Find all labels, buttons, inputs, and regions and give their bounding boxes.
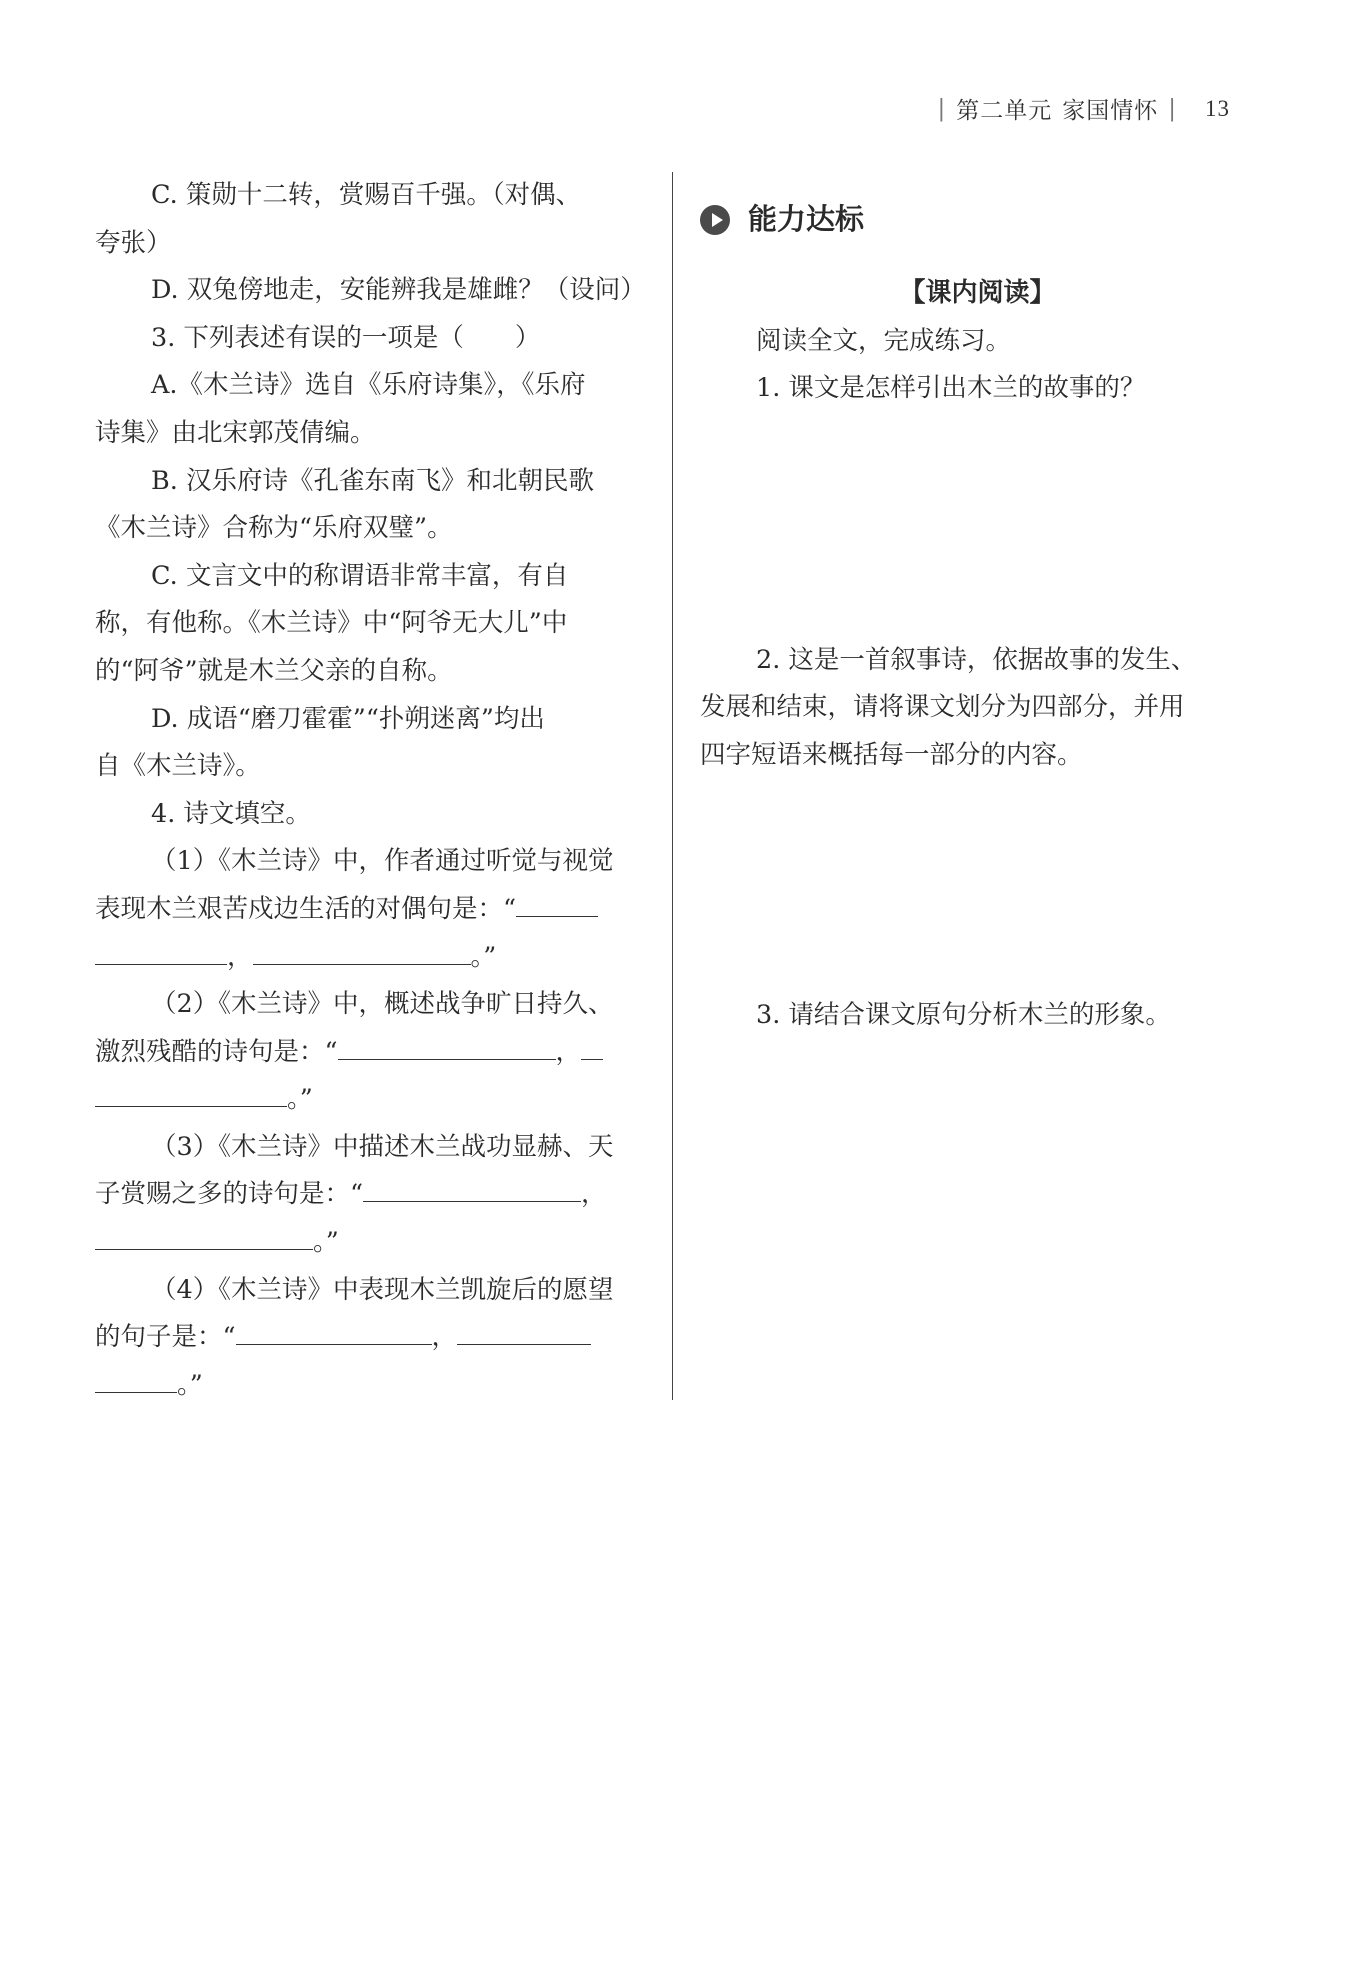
q4-3-line3 [95,1219,643,1267]
question-3: 3. 请结合课文原句分析木兰的形象。 [756,999,1171,1030]
q4-4-line3 [95,1362,643,1410]
question-4-stem: 4. 诗文填空。 [151,798,311,829]
answer-blank[interactable] [516,886,598,917]
comma: ， [431,1322,458,1353]
answer-blank[interactable] [253,934,471,965]
question-2-line1: 2. 这是一首叙事诗，依据故事的发生、 [756,644,1197,675]
q4-2-line1: （2）《木兰诗》中，概述战争旷日持久、 [151,989,614,1020]
answer-blank[interactable] [457,1314,591,1345]
sub-heading: 【课内阅读】 [899,278,1056,308]
section-title: 能力达标 [748,202,865,237]
q3-option-b-line1: B. 汉乐府诗《孔雀东南飞》和北朝民歌 [151,465,594,496]
q3-option-b-line2: 《木兰诗》合称为“乐府双璧”。 [95,513,453,544]
header-theme: 家国情怀 [1062,98,1159,124]
q4-2-line3 [95,1076,643,1124]
option-d: D. 双兔傍地走，安能辨我是雄雌？（设问） [151,275,646,306]
q3-option-c-line2: 称，有他称。《木兰诗》中“阿爷无大儿”中 [95,608,568,639]
q3-option-a-line2: 诗集》由北宋郭茂倩编。 [95,417,376,448]
question-1: 1. 课文是怎样引出木兰的故事的？ [756,373,1146,404]
q3-option-d-line1: D. 成语“磨刀霍霍”“扑朔迷离”均出 [151,703,545,734]
close-quote: 。” [287,1084,313,1115]
answer-blank[interactable] [236,1314,432,1345]
q4-2-line2 [95,1029,643,1077]
q4-1-prompt: 表现木兰艰苦戍边生活的对偶句是：“ [95,893,517,924]
comma: ， [581,1179,607,1210]
left-column [95,172,646,1409]
page-number: 13 [1205,95,1230,121]
q4-2-prompt: 激烈残酷的诗句是：“ [95,1036,338,1067]
answer-blank[interactable] [95,1362,177,1393]
q4-3-prompt: 子赏赐之多的诗句是：“ [95,1179,364,1210]
q4-4-line1: （4）《木兰诗》中表现木兰凯旋后的愿望 [151,1274,614,1305]
q4-1-line1: （1）《木兰诗》中，作者通过听觉与视觉 [151,846,614,877]
option-c-line1: C. 策勋十二转，赏赐百千强。（对偶、 [151,180,582,210]
q4-4-line2 [95,1314,643,1362]
header-unit: 第二单元 [956,98,1053,124]
q4-3-line1: （3）《木兰诗》中描述木兰战功显赫、天 [151,1131,614,1162]
section-heading [700,190,1255,250]
q4-1-line3 [95,934,643,982]
q4-3-line2 [95,1171,643,1219]
question-3-stem: 3. 下列表述有误的一项是（ ） [151,322,541,353]
q3-option-d-line2: 自《木兰诗》。 [95,751,261,782]
header-divider: | [937,95,947,122]
comma: ， [227,941,253,972]
answer-blank[interactable] [95,1219,313,1250]
q3-option-c-line1: C. 文言文中的称谓语非常丰富，有自 [151,560,569,591]
question-2-line3: 四字短语来概括每一部分的内容。 [700,739,1083,770]
answer-blank[interactable] [363,1171,581,1202]
header-divider: | [1168,95,1177,122]
column-divider [672,172,673,1400]
question-2-line2: 发展和结束，请将课文划分为四部分，并用 [700,692,1185,723]
answer-blank[interactable] [95,934,227,965]
running-header [938,92,1231,125]
close-quote: 。” [177,1369,203,1400]
answer-blank[interactable] [338,1029,556,1060]
right-column [700,190,1255,1039]
q3-option-c-line3: 的“阿爷”就是木兰父亲的自称。 [95,655,453,686]
q3-option-a-line1: A.《木兰诗》选自《乐府诗集》，《乐府 [151,370,586,401]
comma: ， [555,1036,582,1067]
q4-4-prompt: 的句子是：“ [95,1322,236,1353]
play-circle-icon [700,205,730,235]
close-quote: 。” [470,941,497,972]
option-c-line2: 夸张） [95,227,172,258]
instruction: 阅读全文，完成练习。 [756,325,1012,356]
answer-blank[interactable] [95,1076,287,1107]
q4-1-line2 [95,886,643,934]
answer-blank[interactable] [581,1029,603,1060]
close-quote: 。” [313,1227,339,1258]
